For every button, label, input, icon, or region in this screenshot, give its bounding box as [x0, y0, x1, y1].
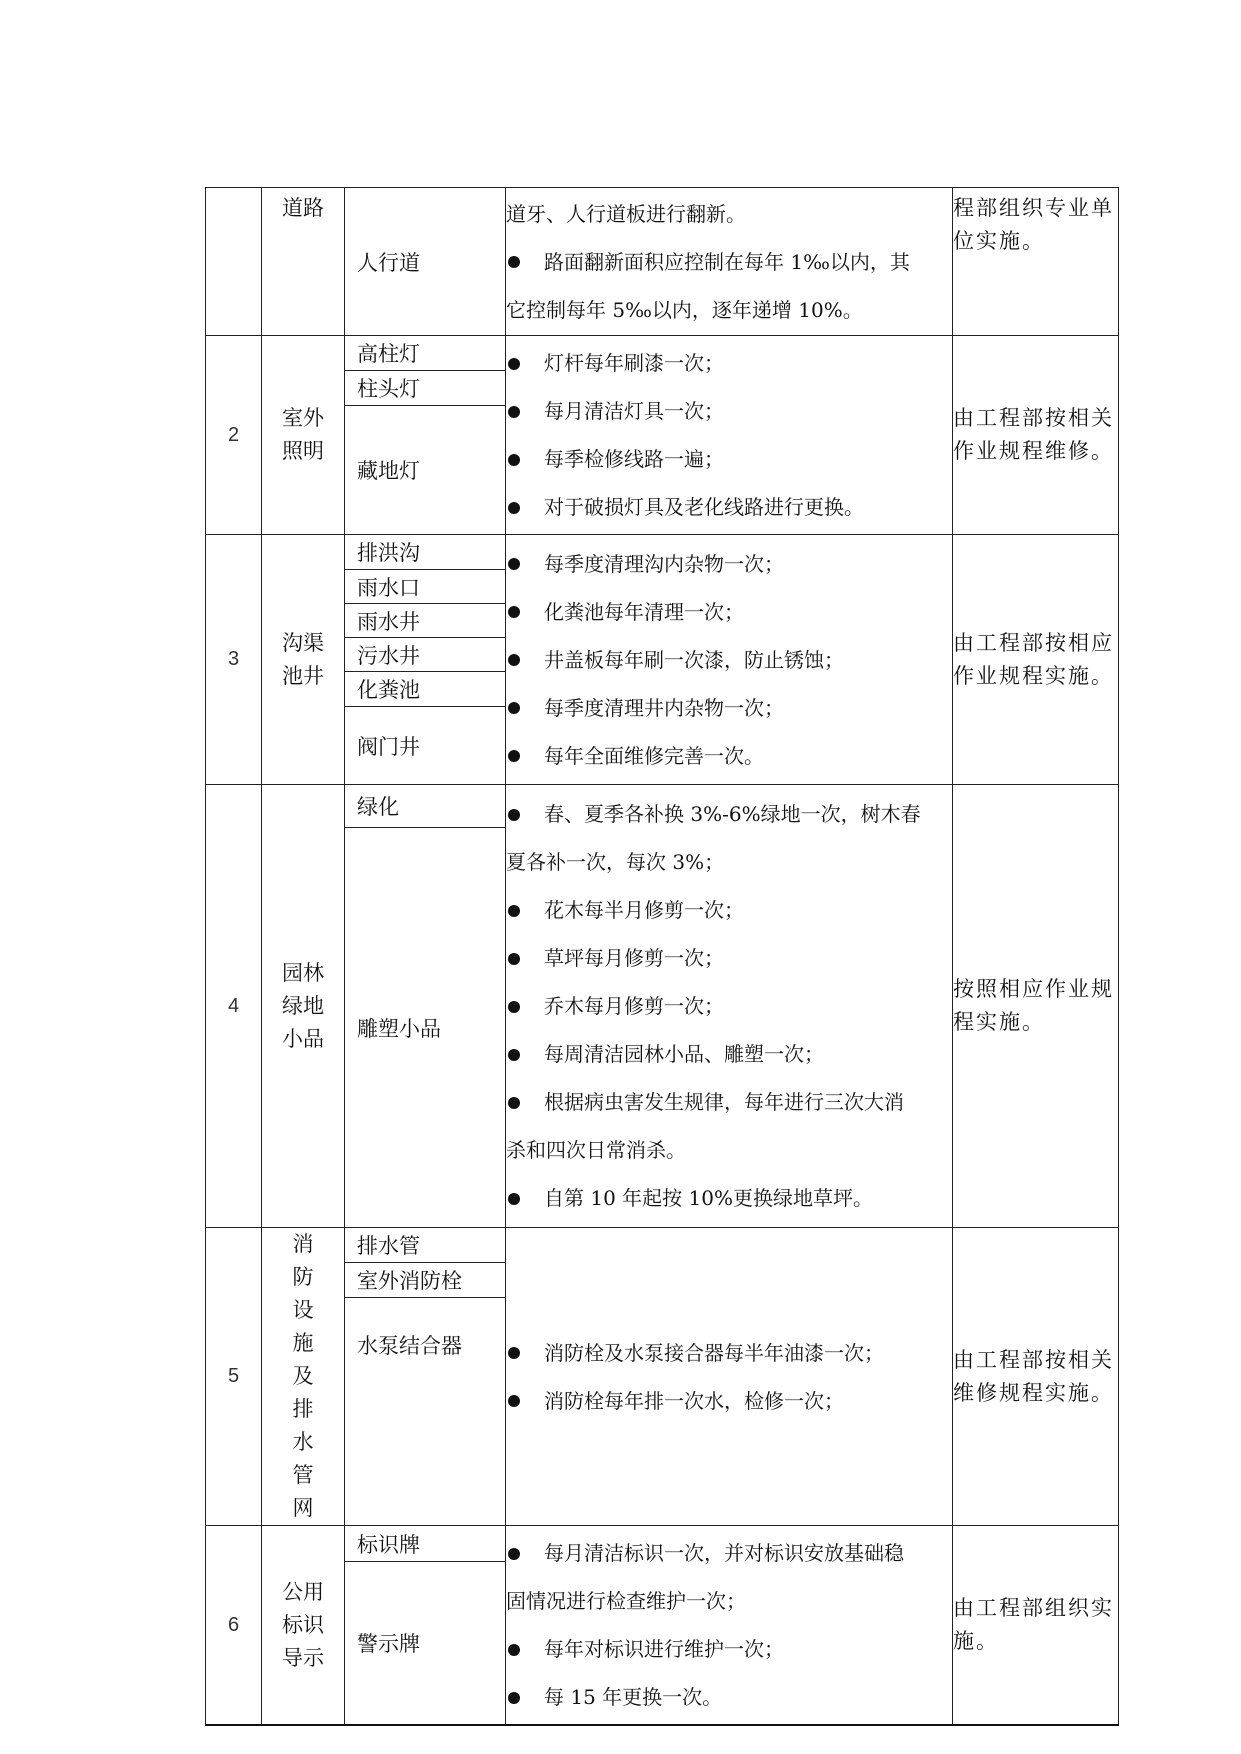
items-cell [345, 535, 506, 785]
content-text: 乔木每月修剪一次； [544, 994, 724, 1018]
table-row [206, 188, 1119, 336]
bullet-icon [508, 1692, 520, 1704]
content-line [506, 1529, 952, 1577]
responsible-party: 由工程部按相关作业规程维修。 [953, 336, 1119, 535]
bullet-icon [508, 1001, 520, 1013]
item-name: 排洪沟 [345, 535, 505, 570]
category-label: 消防设施及排水管网 [292, 1232, 314, 1520]
row-number: 4 [206, 785, 262, 1228]
responsible-party: 按照相应作业规程实施。 [953, 785, 1119, 1228]
table-row [206, 1526, 1119, 1726]
content-line [506, 732, 952, 780]
category-label: 园林绿地小品 [282, 960, 324, 1051]
items-cell [345, 785, 506, 1228]
content-line [506, 886, 952, 934]
item-name: 排水管 [345, 1228, 505, 1263]
content-line [506, 1030, 952, 1078]
content-text: 每 15 年更换一次。 [544, 1685, 723, 1709]
bullet-icon [508, 702, 520, 714]
bullet-icon [508, 1548, 520, 1560]
content-line [506, 684, 952, 732]
content-line [506, 1625, 952, 1673]
category-label: 道路 [282, 196, 324, 220]
content-text: 杀和四次日常消杀。 [506, 1138, 686, 1162]
bullet-icon [508, 358, 520, 370]
content-text: 路面翻新面积应控制在每年 1‰以内，其 [544, 249, 910, 274]
content-text: 每周清洁园林小品、雕塑一次； [544, 1042, 824, 1066]
content-text: 每年对标识进行维护一次； [544, 1637, 784, 1661]
responsible-party: 由工程部按相关维修规程实施。 [953, 1228, 1119, 1526]
category-cell [262, 535, 345, 785]
bullet-icon [508, 606, 520, 618]
content-text: 井盖板每年刷一次漆，防止锈蚀； [544, 647, 844, 672]
content-text: 消防栓及水泵接合器每半年油漆一次； [544, 1340, 884, 1365]
content-text: 草坪每月修剪一次； [544, 946, 724, 970]
item-name: 污水井 [345, 638, 505, 672]
content-line [506, 1673, 952, 1721]
content-line [506, 636, 952, 684]
bullet-icon [508, 1049, 520, 1061]
content-text: 每季检修线路一遍； [544, 447, 724, 471]
bullet-icon [508, 905, 520, 917]
category-cell [262, 1526, 345, 1726]
content-text: 夏各补一次，每次 3%； [506, 850, 725, 874]
content-text: 每月清洁灯具一次； [544, 399, 724, 423]
bullet-icon [508, 1097, 520, 1109]
category-label: 沟渠池井 [282, 630, 324, 688]
content-line [506, 588, 952, 636]
maintenance-content [506, 535, 953, 785]
content-line [506, 1577, 952, 1625]
bullet-icon [508, 1644, 520, 1656]
item-name: 柱头灯 [345, 371, 505, 406]
content-line [506, 1329, 952, 1377]
content-text: 化粪池每年清理一次； [544, 599, 744, 624]
bullet-icon [508, 558, 520, 570]
bullet-icon [508, 1347, 520, 1359]
bullet-icon [508, 406, 520, 418]
content-line [506, 286, 952, 334]
table-row [206, 1228, 1119, 1526]
item-name: 藏地灯 [357, 459, 420, 483]
item-name: 标识牌 [345, 1526, 505, 1562]
item-name: 水泵结合器 [357, 1334, 462, 1358]
content-text: 消防栓每年排一次水，检修一次； [544, 1388, 844, 1413]
content-text: 灯杆每年刷漆一次； [544, 351, 724, 375]
content-line [506, 483, 952, 531]
maintenance-content [506, 785, 953, 1228]
item-name: 绿化 [345, 785, 505, 828]
content-line [506, 790, 952, 838]
items-cell [345, 188, 506, 336]
content-text: 自第 10 年起按 10%更换绿地草坪。 [544, 1186, 873, 1210]
bullet-icon [508, 502, 520, 514]
table-row [206, 336, 1119, 535]
content-line [506, 435, 952, 483]
maintenance-content [506, 188, 953, 336]
category-cell [262, 1228, 345, 1526]
item-name: 雨水井 [345, 604, 505, 638]
content-line [506, 1126, 952, 1174]
row-number: 5 [206, 1228, 262, 1526]
items-cell [345, 336, 506, 535]
content-text: 根据病虫害发生规律，每年进行三次大消 [544, 1090, 904, 1114]
bullet-icon [508, 654, 520, 666]
content-text: 对于破损灯具及老化线路进行更换。 [544, 495, 864, 519]
category-label: 公用标识导示 [282, 1579, 324, 1670]
content-line [506, 982, 952, 1030]
bullet-icon [508, 1193, 520, 1205]
bullet-icon [508, 809, 520, 821]
table-row [206, 535, 1119, 785]
item-name: 人行道 [357, 250, 420, 275]
row-number: 6 [206, 1526, 262, 1726]
maintenance-content [506, 1526, 953, 1726]
bullet-icon [508, 454, 520, 466]
item-name: 化粪池 [345, 672, 505, 707]
content-line [506, 1377, 952, 1425]
content-text: 每月清洁标识一次，并对标识安放基础稳 [544, 1541, 904, 1565]
maintenance-table [205, 187, 1119, 1726]
content-line [506, 339, 952, 387]
row-number: 3 [206, 535, 262, 785]
responsible-party: 由工程部组织实施。 [953, 1526, 1119, 1726]
content-line [506, 1174, 952, 1222]
content-line [506, 238, 952, 286]
content-text: 春、夏季各补换 3%-6%绿地一次，树木春 [544, 802, 921, 826]
content-text: 道牙、人行道板进行翻新。 [506, 201, 746, 226]
category-label: 室外照明 [282, 406, 324, 463]
category-cell [262, 188, 345, 336]
item-name: 阀门井 [357, 734, 420, 759]
content-text: 它控制每年 5‰以内，逐年递增 10%。 [506, 297, 863, 322]
item-name: 雨水口 [345, 570, 505, 604]
item-name: 雕塑小品 [357, 1016, 441, 1041]
content-text: 每季度清理沟内杂物一次； [544, 551, 784, 576]
bullet-icon [508, 953, 520, 965]
content-text: 每年全面维修完善一次。 [544, 743, 764, 768]
category-cell [262, 336, 345, 535]
items-cell [345, 1228, 506, 1526]
content-text: 固情况进行检查维护一次； [506, 1589, 746, 1613]
content-text: 花木每半月修剪一次； [544, 898, 744, 922]
maintenance-content [506, 336, 953, 535]
item-name: 室外消防栓 [345, 1263, 505, 1298]
row-number [206, 188, 262, 336]
row-number: 2 [206, 336, 262, 535]
category-cell [262, 785, 345, 1228]
content-line [506, 540, 952, 588]
bullet-icon [508, 750, 520, 762]
content-line [506, 190, 952, 238]
responsible-party: 由工程部按相应作业规程实施。 [953, 535, 1119, 785]
items-cell [345, 1526, 506, 1726]
content-line [506, 934, 952, 982]
item-name: 警示牌 [357, 1632, 420, 1656]
content-line [506, 387, 952, 435]
table-row [206, 785, 1119, 1228]
item-name: 高柱灯 [345, 336, 505, 371]
maintenance-content [506, 1228, 953, 1526]
content-line [506, 1078, 952, 1126]
bullet-icon [508, 1395, 520, 1407]
bullet-icon [508, 256, 520, 268]
responsible-party: 程部组织专业单位实施。 [953, 188, 1119, 336]
content-text: 每季度清理井内杂物一次； [544, 695, 784, 720]
content-line [506, 838, 952, 886]
